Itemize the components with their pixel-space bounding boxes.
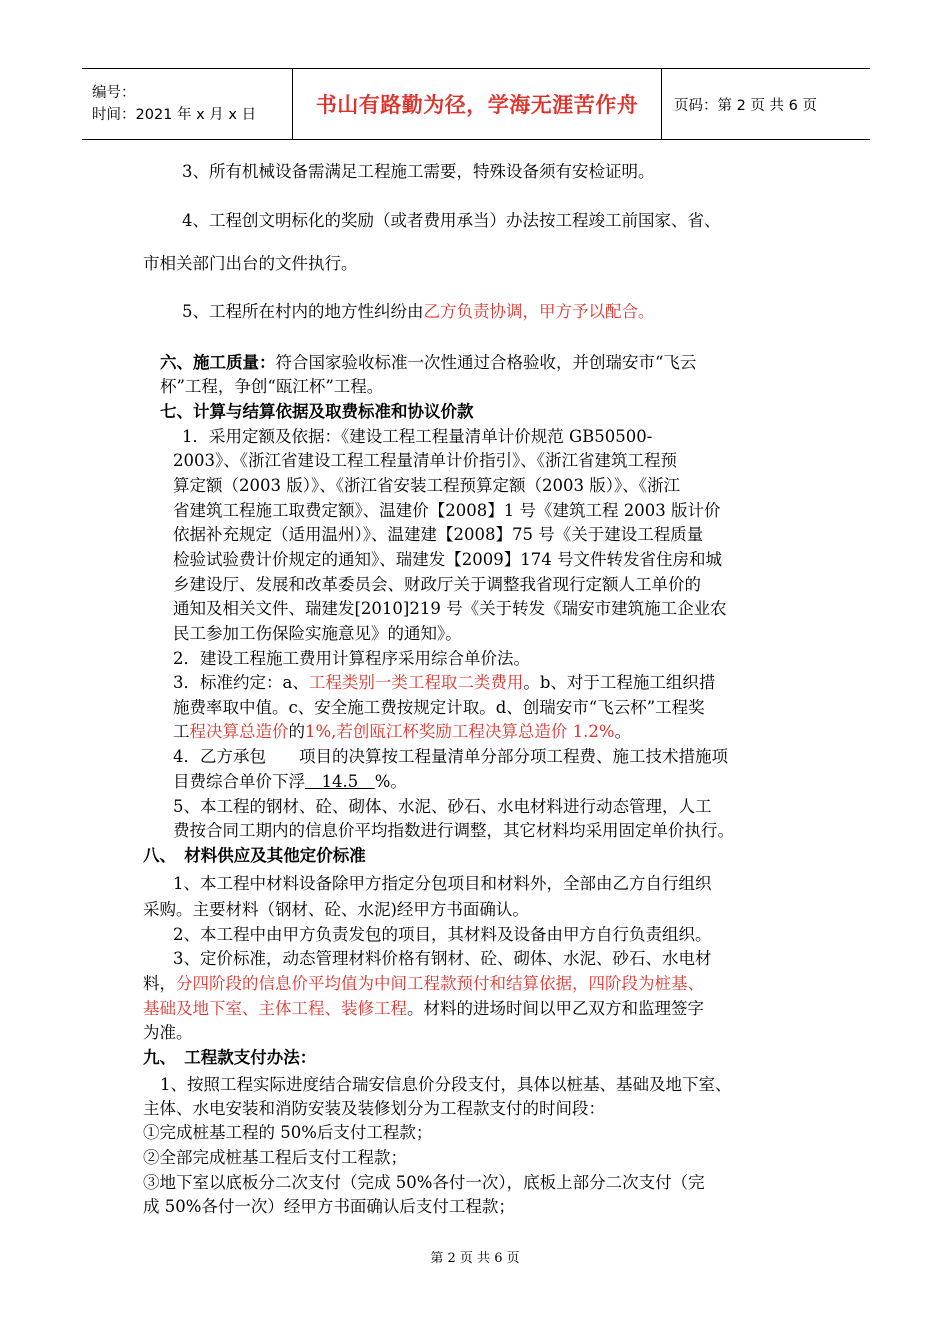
text-line: 主体、水电安装和消防安装及装修划分为工程款支付的时间段： bbox=[143, 1099, 605, 1118]
text-line bbox=[160, 352, 696, 374]
text-span: 。材料的进场时间以甲乙双方和监理签字 bbox=[407, 999, 704, 1018]
highlight-text: 1%,若创瓯江杯奖励工程决算总造价 1.2% bbox=[305, 722, 615, 741]
list-item: ②全部完成桩基工程后支付工程款； bbox=[143, 1148, 407, 1167]
blank-value: 14.5 bbox=[305, 772, 375, 791]
text-line: 5、本工程的钢材、砼、砌体、水泥、砂石、水电材料进行动态管理，人工 bbox=[173, 797, 712, 816]
text-line bbox=[143, 973, 704, 995]
text-line: 算定额（2003 版）》、《浙江省安装工程预算定额（2003 版）》、《浙江 bbox=[173, 476, 680, 495]
text-line: 4．乙方承包 项目的决算按工程量清单分部分项工程费、施工技术措施项 bbox=[173, 747, 728, 766]
text-line: 民工参加工伤保险实施意见》的通知》。 bbox=[173, 624, 462, 643]
highlight-text: 程决算总造价 bbox=[189, 722, 289, 741]
time-label: 时间：2021 年 x 月 x 日 bbox=[92, 107, 257, 123]
section-heading: 九、 工程款支付办法： bbox=[143, 1048, 317, 1067]
text-span: 目费综合单价下浮 bbox=[173, 772, 305, 791]
header-page bbox=[662, 69, 870, 139]
text-span: 料， bbox=[143, 974, 176, 993]
text-line bbox=[173, 672, 715, 694]
page-footer: 第 2 页 共 6 页 bbox=[430, 1251, 520, 1266]
page-header bbox=[82, 68, 870, 140]
text-span: 。 bbox=[614, 722, 632, 741]
section-heading: 八、 材料供应及其他定价标准 bbox=[143, 846, 366, 865]
text-line: 乡建设厅、发展和改革委员会、财政厅关于调整我省现行定额人工单价的 bbox=[173, 575, 701, 594]
text-line: 通知及相关文件、瑞建发[2010]219 号《关于转发《瑞安市建筑施工企业农 bbox=[173, 599, 727, 618]
text-line: 1、本工程中材料设备除甲方指定分包项目和材料外，全部由乙方自行组织 bbox=[173, 874, 712, 893]
text-line: 2、本工程中由甲方负责发包的项目，其材料及设备由甲方自行负责组织。 bbox=[173, 925, 712, 944]
motto-text: 书山有路勤为径，学海无涯苦作舟 bbox=[315, 93, 639, 117]
text-span: 。b、对于工程施工组织措 bbox=[523, 673, 716, 692]
section-heading: 七、计算与结算依据及取费标准和协议价款 bbox=[160, 402, 474, 421]
text-span: 的 bbox=[288, 722, 305, 741]
list-item: ③地下室以底板分二次支付（完成 50%各付一次），底板上部分二次支付（完 bbox=[143, 1173, 705, 1192]
text-line bbox=[173, 721, 631, 743]
highlight-text: 乙方负责协调，甲方予以配合。 bbox=[423, 302, 655, 321]
text-span: 5、工程所在村内的地方性纠纷由 bbox=[182, 302, 424, 321]
highlight-text: 分四阶段的信息价平均值为中间工程款预付和结算依据，四阶段为桩基、 bbox=[176, 974, 704, 993]
header-motto bbox=[293, 69, 662, 139]
text-line: 费按合同工期内的信息价平均指数进行调整，其它材料均采用固定单价执行。 bbox=[173, 821, 734, 840]
text-line: 成 50%各付一次）经甲方书面确认后支付工程款； bbox=[143, 1197, 515, 1216]
list-item: ①完成桩基工程的 50%后支付工程款； bbox=[143, 1123, 433, 1142]
text-line: 检验试验费计价规定的通知》、瑞建发【2009】174 号文件转发省住房和城 bbox=[173, 550, 722, 569]
text-line: 2．建设工程施工费用计算程序采用综合单价法。 bbox=[173, 649, 530, 668]
text-line bbox=[143, 998, 704, 1020]
text-line: 市相关部门出台的文件执行。 bbox=[143, 254, 358, 273]
section-heading: 六、施工质量： bbox=[160, 353, 276, 372]
highlight-text: 工程类别一类工程取二类费用 bbox=[308, 673, 524, 692]
text-line bbox=[182, 301, 655, 323]
text-line: 省建筑工程施工取费定额》、温建价【2008】1 号《建筑工程 2003 版计价 bbox=[173, 501, 721, 520]
text-span: %。 bbox=[374, 772, 407, 791]
text-span: 3．标准约定：a、 bbox=[173, 673, 309, 692]
text-line: 3、所有机械设备需满足工程施工需要，特殊设备须有安检证明。 bbox=[182, 162, 655, 181]
highlight-text: 基础及地下室、主体工程、装修工程 bbox=[143, 999, 407, 1018]
text-line: 杯”工程，争创“瓯江杯”工程。 bbox=[160, 377, 384, 396]
text-line: 1．采用定额及依据：《建设工程工程量清单计价规范 GB50500- bbox=[182, 427, 653, 446]
text-line: 采购。主要材料（钢材、砼、水泥)经甲方书面确认。 bbox=[143, 900, 529, 919]
text-line: 4、工程创文明标化的奖励（或者费用承当）办法按工程竣工前国家、省、 bbox=[182, 211, 721, 230]
text-line: 1、按照工程实际进度结合瑞安信息价分段支付，具体以桩基、基础及地下室、 bbox=[160, 1075, 732, 1094]
text-line: 施费率取中值。c、安全施工费按规定计取。d、创瑞安市“飞云杯”工程奖 bbox=[173, 698, 705, 717]
text-span: 工 bbox=[173, 722, 190, 741]
text-line: 2003》、《浙江省建设工程工程量清单计价指引》、《浙江省建筑工程预 bbox=[173, 451, 677, 470]
text-line: 依据补充规定（适用温州）》、温建建【2008】75 号《关于建设工程质量 bbox=[173, 525, 704, 544]
text-span: 符合国家验收标准一次性通过合格验收，并创瑞安市“飞云 bbox=[275, 353, 697, 372]
text-line bbox=[173, 771, 407, 793]
header-meta bbox=[82, 69, 293, 139]
text-line: 为准。 bbox=[143, 1023, 193, 1042]
number-label: 编号： bbox=[92, 85, 136, 101]
page-label: 页码：第 2 页 共 6 页 bbox=[674, 97, 817, 114]
text-line: 3、定价标准，动态管理材料价格有钢材、砼、砌体、水泥、砂石、水电材 bbox=[173, 949, 712, 968]
